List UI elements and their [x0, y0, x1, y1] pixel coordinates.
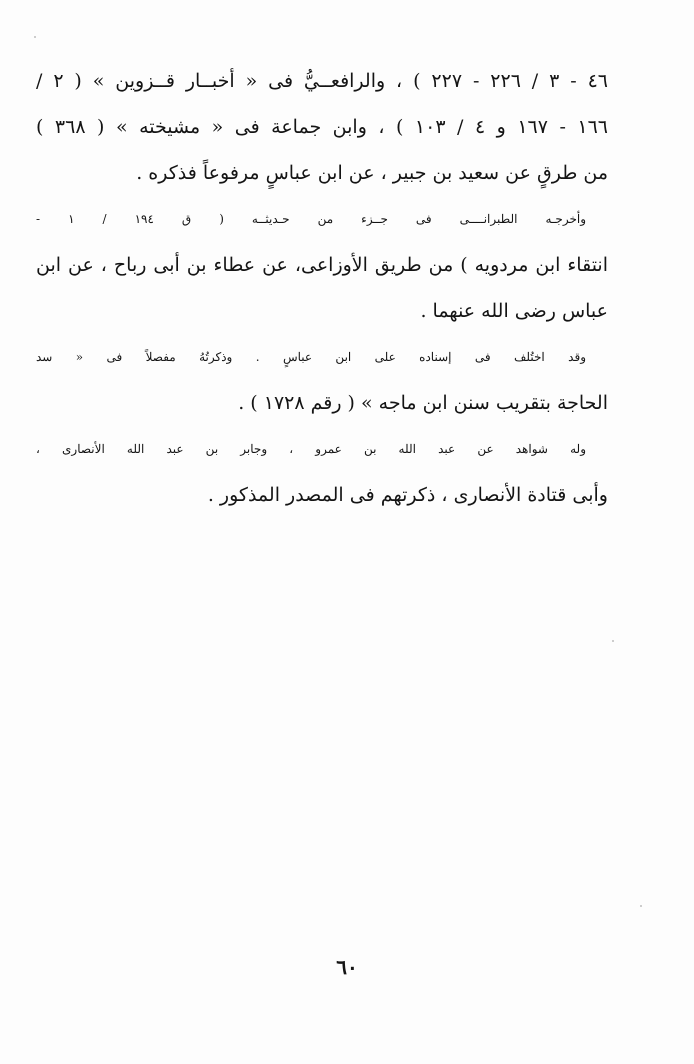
- paragraph-supporting-narrations: [36, 426, 608, 518]
- scan-speck: [612, 640, 614, 642]
- text-line: ٤٦ - ٣ / ٢٢٦ - ٢٢٧ ) ، والرافعــيُّ فى « أخبــار قــزوين » ( ٢ /: [36, 70, 608, 92]
- text-line: وقد اختُلف فى إسناده على ابن عباسٍ . وذكرتُهُ مفصلاً فى « سد: [36, 350, 586, 364]
- page-number: ٦٠: [336, 955, 358, 979]
- text-line: ١٦٦ - ١٦٧ و ٤ / ١٠٣ ) ، وابن جماعة فى « مشيخته » ( ٣٦٨ ): [36, 116, 609, 138]
- text-line: وأبى قتادة الأنصارى ، ذكرتهم فى المصدر المذكور .: [207, 484, 608, 506]
- scan-speck: [640, 905, 642, 907]
- paragraph-tabarani: [36, 196, 608, 334]
- text-line: انتقاء ابن مردويه ) من طريق الأوزاعى، عن عطاء بن أبى رباح ، عن ابن: [36, 254, 608, 276]
- body-text: [36, 58, 608, 518]
- text-line: من طرقٍ عن سعيد بن جبير ، عن ابن عباسٍ مرفوعاً فذكره .: [136, 162, 608, 184]
- paragraph-citations: [36, 58, 608, 196]
- text-line: عباس رضى الله عنهما .: [420, 300, 608, 322]
- paragraph-isnad-dispute: [36, 334, 608, 426]
- text-line: الحاجة بتقريب سنن ابن ماجه » ( رقم ١٧٢٨ ) .: [238, 392, 608, 414]
- scan-speck: [34, 36, 36, 38]
- text-line: وله شواهد عن عبد الله بن عمرو ، وجابر بن عبد الله الأنصارى ،: [36, 442, 586, 456]
- text-line: وأخرجـه الطبرانــــى فى جــزء من حـديثــه ( ق ١٩٤ / ١ -: [36, 212, 586, 226]
